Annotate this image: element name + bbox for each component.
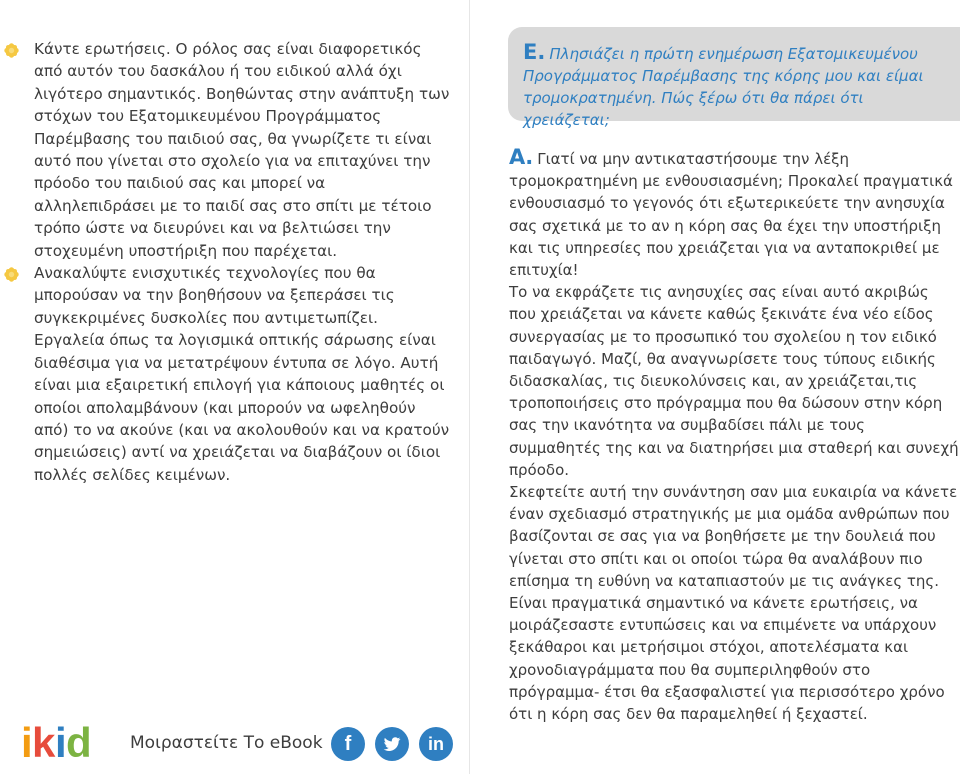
- ikid-logo[interactable]: [21, 714, 97, 766]
- answer-letter: Α.: [509, 145, 534, 169]
- linkedin-icon[interactable]: [419, 727, 453, 761]
- answer-paragraph: Σκεφτείτε αυτή την συνάντηση σαν μια ευκαιρία να κάνετε έναν σχεδιασμό στρατηγικής με μια ομάδα ανθρώπων που βασίζονται σε σας για να βοηθήσετε με την δουλειά που γίνεται στο σπίτι και οι οποίοι τώρα θα αναλάβουν πιο επίσημα τη ευθύνη να καταπιαστούν με τις ανάγκες της. Είναι πραγματικά σημαντικό να κάνετε ερωτήσεις, να μοιράζεσαστε εντυπώσεις και να επιμένετε να υπάρχουν ξεκάθαροι και μετρήσιμοι στόχοι, αποτελέσματα και χρονοδιαγράμματα που θα συμπεριληφθούν στο πρόγραμμα- έτσι θα εξασφαλιστεί για περισσότερο χρόνο ότι η κόρη σας δεν θα παραμεληθεί ή ξεχαστεί.: [509, 483, 958, 724]
- bullet-text: Ανακαλύψτε ενισχυτικές τεχνολογίες που θα μπορούσαν να την βοηθήσουν να ξεπεράσει τις συγκεκριμένες δυσκολίες που αντιμετωπίζει. Εργαλεία όπως τα λογισμικά οπτικής σάρωσης είναι διαθέσιμα για να μετατρέψουν έντυπα σε λόγο. Αυτή είναι μια εξαιρετική επιλογή για κάποιους μαθητές οι οποίοι απολαμβάνουν (και μπορούν να ωφεληθούν από) το να ακούνε (και να ακολουθούν και να κρατούν σημειώσεις) αντί να χρειάζεται να διαβάζουν οι ίδιοι πολλές σελίδες κειμένων.: [34, 264, 450, 484]
- linkedin-glyph: in: [428, 734, 444, 754]
- share-label: Μοιραστείτε Το eBook: [130, 733, 323, 753]
- answer-paragraph: Το να εκφράζετε τις ανησυχίες σας είναι αυτό ακριβώς που χρειάζεται να κάνετε καθώς ξεκινάτε ένα νέο είδος συνεργασίας με το προσωπικό του σχολείου η τον ειδικό παιδαγωγό. Μαζί, θα αναγνωρίσετε τους τύπους ειδικής διδασκαλίας, τις διευκολύνσεις και, αν χρειάζεται,τις τροποποιήσεις στο πρόγραμμα που θα δώσουν στην κόρη σας την ικανότητα να συμβαδίσει πάλι με τους συμμαθητές της και να διατηρήσει μια σταθερή και συνεχή πρόοδο.: [509, 283, 959, 479]
- bullet-item: [4, 262, 450, 486]
- bullet-text: Κάντε ερωτήσεις. Ο ρόλος σας είναι διαφορετικός από αυτόν του δασκάλου ή του ειδικού αλλά όχι λιγότερο σημαντικός. Βοηθώντας στην ανάπτυξη των στόχων του Εξατομικευμένου Προγράμματος Παρέμβασης του παιδιού σας, θα γνωρίζετε τι είναι αυτό που γίνεται στο σχολείο για να επιταχύνει την πρόοδο του παιδιού σας και μπορεί να αλληλεπιδράσει με το παιδί σας στο σπίτι με τέτοιο τρόπο ώστε να διευρύνει και να βελτιώσει την στοχευμένη υποστήριξη που παρέχεται.: [34, 40, 450, 260]
- svg-text:k: k: [32, 719, 56, 766]
- answer-section: [509, 146, 960, 725]
- question-text: Πλησιάζει η πρώτη ενημέρωση Εξατομικευμένου Προγράμματος Παρέμβασης της κόρης μου και είμαι τρομοκρατημένη. Πώς ξέρω ότι θα πάρει ότι χρειάζεται;: [523, 45, 924, 129]
- svg-text:i: i: [21, 719, 33, 766]
- answer-paragraph: [509, 146, 960, 281]
- flower-bullet-icon: [4, 43, 19, 58]
- flower-bullet-icon: [4, 267, 19, 282]
- facebook-icon[interactable]: [331, 727, 365, 761]
- twitter-icon[interactable]: [375, 727, 409, 761]
- column-divider: [469, 0, 470, 774]
- question-box: [508, 27, 960, 129]
- svg-text:i: i: [55, 719, 67, 766]
- question-letter: Ε.: [523, 40, 546, 64]
- bullet-item: [4, 38, 450, 262]
- left-column: [4, 38, 450, 486]
- svg-text:d: d: [66, 719, 92, 766]
- twitter-bird-glyph: [382, 734, 402, 754]
- footer: [0, 712, 960, 774]
- answer-text: Γιατί να μην αντικαταστήσουμε την λέξη τρομοκρατημένη με ενθουσιασμένη; Προκαλεί πραγματικά ενθουσιασμό το γεγονός ότι εξωτερικεύετε την ανησυχία σας σχετικά με το αν η κόρη σας θα έχει την υποστήριξη και τις υπηρεσίες που χρειάζεται για να ανταποκριθεί με επιτυχία!: [509, 150, 953, 280]
- facebook-glyph: f: [344, 733, 352, 755]
